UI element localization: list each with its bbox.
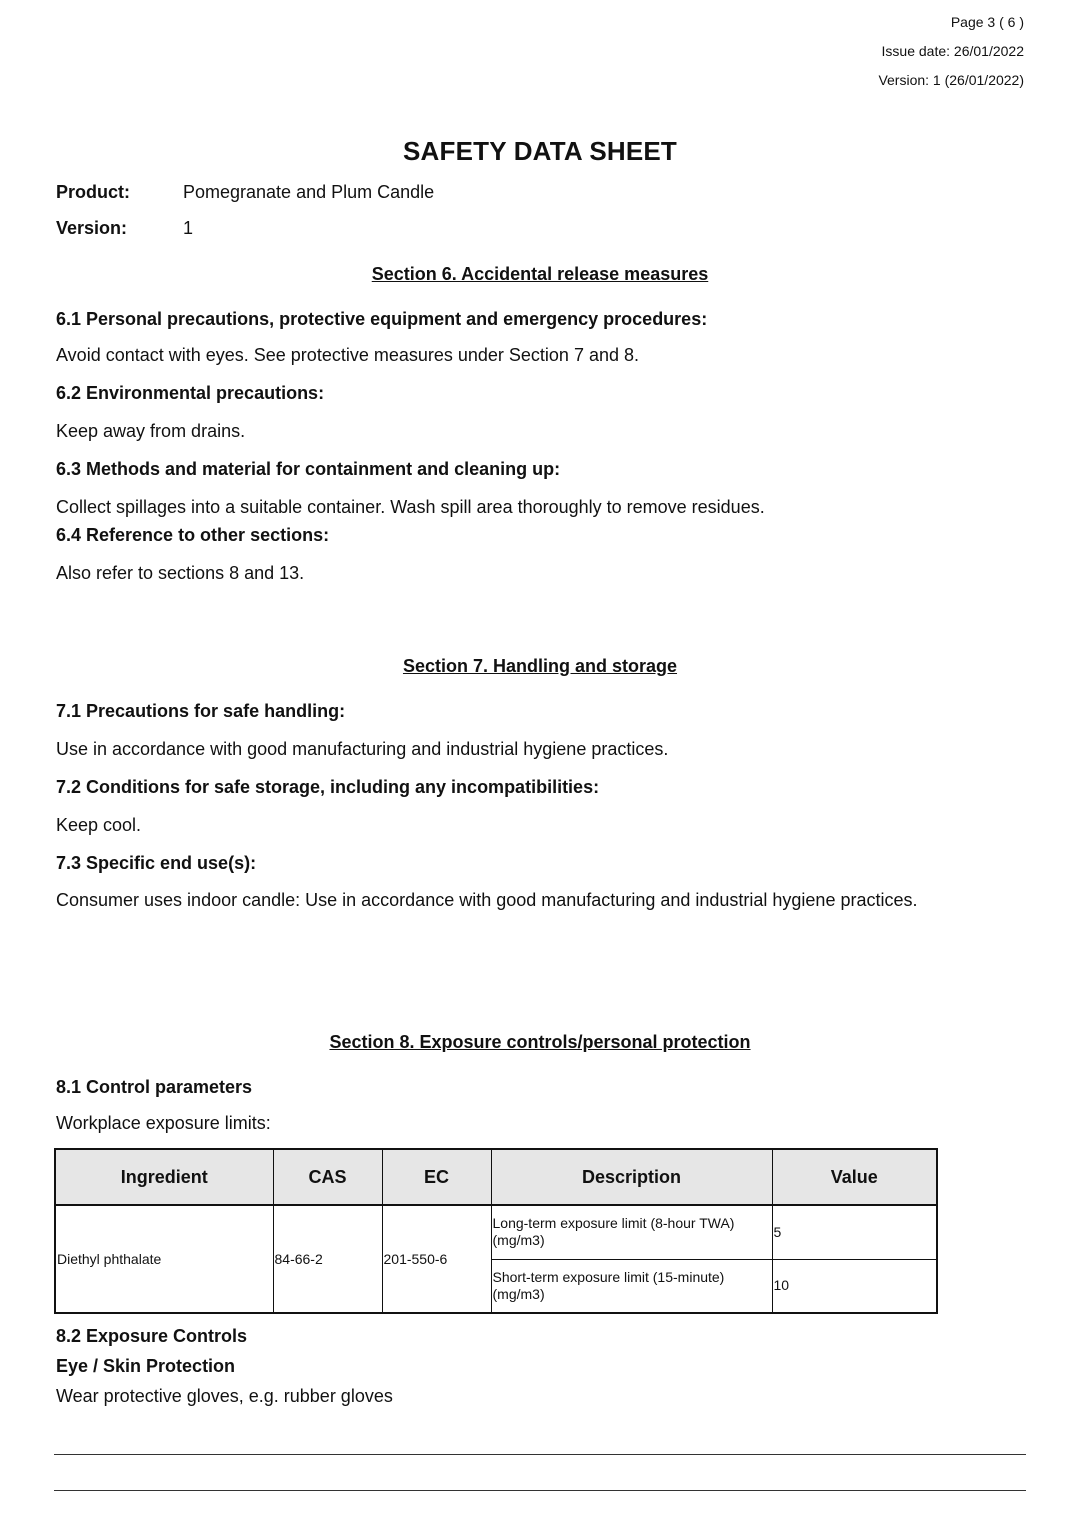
product-label: Product: bbox=[56, 182, 130, 202]
section-6-4-text: Also refer to sections 8 and 13. bbox=[56, 563, 305, 583]
cas-cell: 84-66-2 bbox=[273, 1205, 382, 1313]
section-8-1-title: 8.1 Control parameters bbox=[56, 1077, 253, 1097]
column-header-ec: EC bbox=[382, 1149, 491, 1205]
ingredient-cell: Diethyl phthalate bbox=[55, 1205, 273, 1313]
description-cell: Short-term exposure limit (15-minute) (mg/m3) bbox=[491, 1259, 772, 1313]
description-cell: Long-term exposure limit (8-hour TWA) (mg/m3) bbox=[491, 1205, 772, 1259]
exposure-limits-table bbox=[54, 1148, 938, 1314]
section-7-3-title: 7.3 Specific end use(s): bbox=[56, 853, 257, 873]
document-title: SAFETY DATA SHEET bbox=[402, 136, 677, 166]
section-6-1-title: 6.1 Personal precautions, protective equipment and emergency procedures: bbox=[56, 309, 708, 329]
eye-skin-protection-title: Eye / Skin Protection bbox=[56, 1356, 236, 1376]
product-value: Pomegranate and Plum Candle bbox=[183, 182, 435, 202]
version-label: Version: bbox=[56, 218, 128, 238]
section-7-2-title: 7.2 Conditions for safe storage, including any incompatibilities: bbox=[56, 777, 600, 797]
section-6-1-text: Avoid contact with eyes. See protective measures under Section 7 and 8. bbox=[56, 345, 640, 365]
column-header-cas: CAS bbox=[273, 1149, 382, 1205]
ec-cell: 201-550-6 bbox=[382, 1205, 491, 1313]
section-8-heading: Section 8. Exposure controls/personal protection bbox=[329, 1032, 751, 1052]
table-header-row bbox=[55, 1149, 937, 1205]
section-6-heading: Section 6. Accidental release measures bbox=[371, 264, 709, 284]
issue-date: Issue date: 26/01/2022 bbox=[881, 43, 1024, 59]
section-7-3-text: Consumer uses indoor candle: Use in accordance with good manufacturing and industrial hygiene practices. bbox=[56, 890, 918, 910]
section-8-1-text: Workplace exposure limits: bbox=[56, 1113, 271, 1133]
section-7-1-title: 7.1 Precautions for safe handling: bbox=[56, 701, 346, 721]
table-row bbox=[55, 1205, 937, 1259]
value-cell: 10 bbox=[772, 1259, 937, 1313]
section-7-2-text: Keep cool. bbox=[56, 815, 142, 835]
version-value: 1 bbox=[183, 218, 194, 238]
section-8-2-title: 8.2 Exposure Controls bbox=[56, 1326, 248, 1346]
column-header-description: Description bbox=[491, 1149, 772, 1205]
section-6-3-text: Collect spillages into a suitable container. Wash spill area thoroughly to remove residues. bbox=[56, 497, 765, 517]
footer-divider-bottom bbox=[54, 1490, 1026, 1491]
section-7-1-text: Use in accordance with good manufacturing and industrial hygiene practices. bbox=[56, 739, 669, 759]
section-6-2-title: 6.2 Environmental precautions: bbox=[56, 383, 325, 403]
value-cell: 5 bbox=[772, 1205, 937, 1259]
page-number: Page 3 ( 6 ) bbox=[950, 14, 1024, 30]
eye-skin-protection-text: Wear protective gloves, e.g. rubber gloves bbox=[56, 1386, 393, 1406]
section-7-heading: Section 7. Handling and storage bbox=[402, 656, 678, 676]
column-header-value: Value bbox=[772, 1149, 937, 1205]
column-header-ingredient: Ingredient bbox=[55, 1149, 273, 1205]
document-version: Version: 1 (26/01/2022) bbox=[878, 72, 1024, 88]
section-6-3-title: 6.3 Methods and material for containment and cleaning up: bbox=[56, 459, 561, 479]
footer-divider-top bbox=[54, 1454, 1026, 1455]
section-6-4-title: 6.4 Reference to other sections: bbox=[56, 525, 330, 545]
section-6-2-text: Keep away from drains. bbox=[56, 421, 246, 441]
